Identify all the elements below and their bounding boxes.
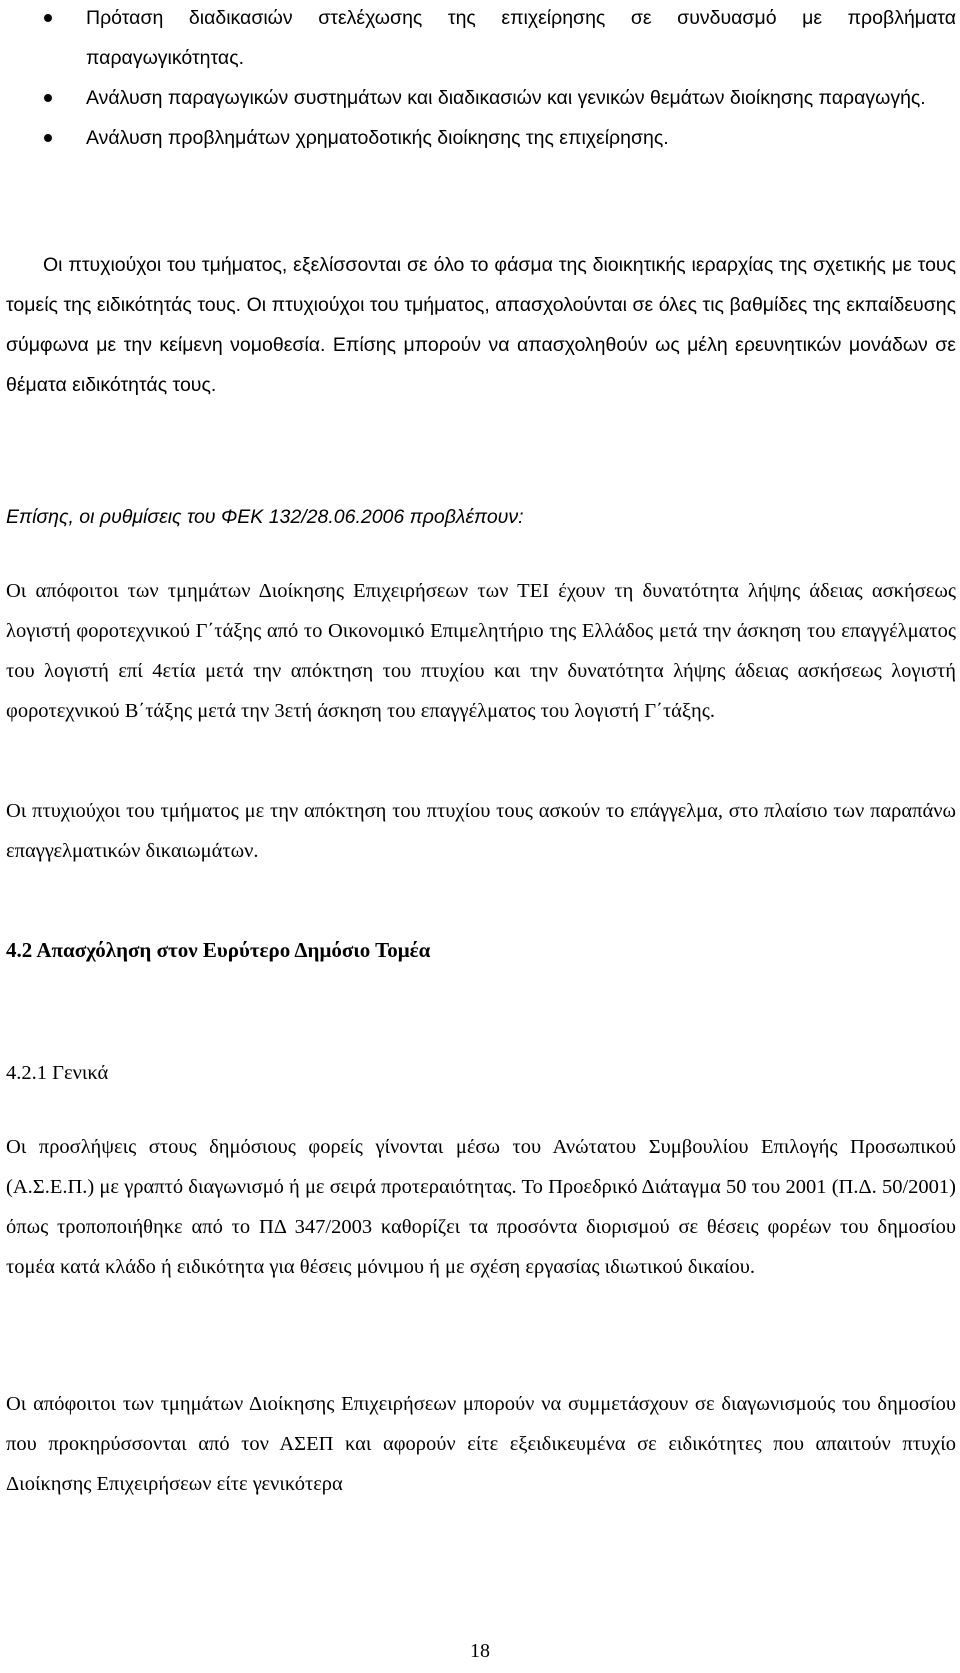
bullet-text: Ανάλυση παραγωγικών συστημάτων και διαδικασιών και γενικών θεμάτων διοίκησης παραγωγής. xyxy=(86,87,926,109)
subsection-heading: 4.2.1 Γενικά xyxy=(6,1062,109,1084)
bullet-item xyxy=(0,118,956,158)
page-number: 18 xyxy=(470,1640,490,1662)
bullet-item xyxy=(0,0,956,78)
paragraph-accountant-license: Οι απόφοιτοι των τμημάτων Διοίκησης Επιχειρήσεων των ΤΕΙ έχουν τη δυνατότητα λήψης άδειας ασκήσεως λογιστή φοροτεχνικού Γ΄τάξης από το Οικονομικό Επιμελητήριο της Ελλάδος μετά την άσκηση του επαγγέλματος του λογιστή επί 4ετία μετά την απόκτηση του πτυχίου και την δυνατότητα λήψης άδειας ασκήσεως λογιστή φοροτεχνικού Β΄τάξης μετά την 3ετή άσκηση του επαγγέλματος του λογιστή Γ΄τάξης. xyxy=(6,580,956,722)
bullet-list xyxy=(0,0,956,158)
paragraph-profession-rights: Οι πτυχιούχοι του τμήματος με την απόκτηση του πτυχίου τους ασκούν το επάγγελμα, στο πλαίσιο των παραπάνω επαγγελματικών δικαιωμάτων. xyxy=(6,800,956,862)
bullet-dot-icon xyxy=(44,94,52,102)
bullet-dot-icon xyxy=(44,14,52,22)
paragraph-asep-hiring: Οι προσλήψεις στους δημόσιους φορείς γίνονται μέσω του Ανώτατου Συμβουλίου Επιλογής Προσωπικού (Α.Σ.Ε.Π.) με γραπτό διαγωνισμό ή με σειρά προτεραιότητας. Το Προεδρικό Διάταγμα 50 του 2001 (Π.Δ. 50/2001) όπως τροποποιήθηκε από το ΠΔ 347/2003 καθορίζει τα προσόντα διορισμού σε θέσεις φορέων του δημοσίου τομέα κατά κλάδο ή ειδικότητα για θέσεις μόνιμου ή με σχέση εργασίας ιδιωτικού δικαίου. xyxy=(6,1136,956,1278)
bullet-dot-icon xyxy=(44,134,52,142)
bullet-text: Πρόταση διαδικασιών στελέχωσης της επιχείρησης σε συνδυασμό με προβλήματα παραγωγικότητας. xyxy=(86,7,956,69)
paragraph-asep-competitions: Οι απόφοιτοι των τμημάτων Διοίκησης Επιχειρήσεων μπορούν να συμμετάσχουν σε διαγωνισμούς του δημοσίου που προκηρύσσονται από τον ΑΣΕΠ και αφορούν είτε εξειδικευμένα σε ειδικότητες που απαιτούν πτυχίο Διοίκησης Επιχειρήσεων είτε γενικότερα xyxy=(6,1393,956,1495)
paragraph-fek-intro: Επίσης, οι ρυθμίσεις του ΦΕΚ 132/28.06.2006 προβλέπουν: xyxy=(6,506,524,528)
paragraph-graduates-hierarchy: Οι πτυχιούχοι του τμήματος, εξελίσσονται σε όλο το φάσμα της διοικητικής ιεραρχίας της σχετικής με τους τομείς της ειδικότητάς τους. Οι πτυχιούχοι του τμήματος, απασχολούνται σε όλες τις βαθμίδες της εκπαίδευσης σύμφωνα με την κείμενη νομοθεσία. Επίσης μπορούν να απασχοληθούν ως μέλη ερευνητικών μονάδων σε θέματα ειδικότητάς τους. xyxy=(6,254,956,396)
bullet-item xyxy=(0,78,956,118)
section-heading: 4.2 Απασχόληση στον Ευρύτερο Δημόσιο Τομέα xyxy=(6,938,431,962)
bullet-text: Ανάλυση προβλημάτων χρηματοδοτικής διοίκησης της επιχείρησης. xyxy=(86,127,669,149)
